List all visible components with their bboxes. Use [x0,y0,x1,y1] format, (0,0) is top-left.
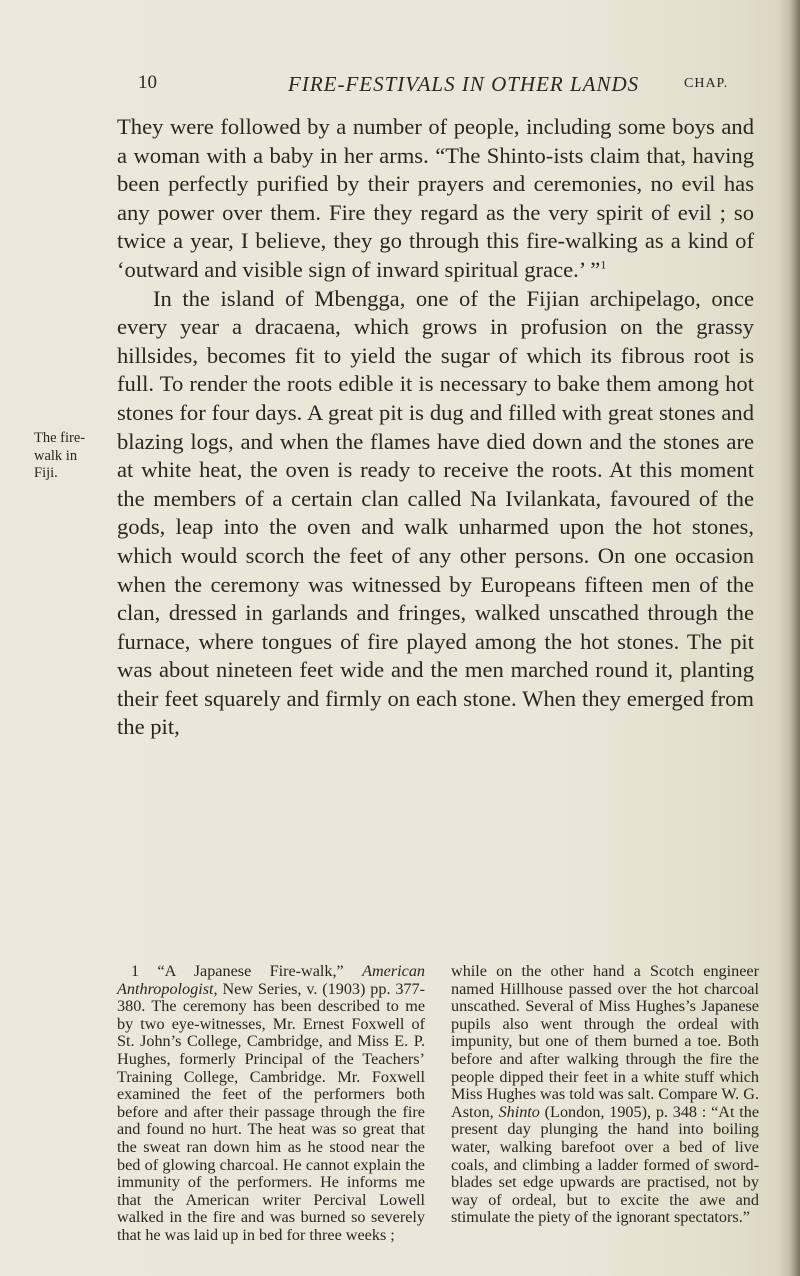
running-title: FIRE-FESTIVALS IN OTHER LANDS [288,72,640,96]
footnote-column-right [451,963,759,1245]
paragraph-fiji: In the island of Mbengga, one of the Fijian archipelago, once every year a dracaena, which grows in profusion on the grassy hillsides, becomes fit to yield the sugar of which its fibrous root is full. To render the roots edible it is necessary to bake them among hot stones for four days. A great pit is dug and filled with great stones and blazing logs, and when the flames have died down and the stones are at white heat, the oven is ready to receive the roots. At this moment the members of a certain clan called Na Ivilankata, favoured of the gods, leap into the oven and walk unharmed upon the hot stones, which would scorch the feet of any other persons. On one occasion when the ceremony was witnessed by Europeans fifteen men of the clan, dressed in garlands and fringes, walked unscathed through the furnace, where tongues of fire played among the hot stones. The pit was about nineteen feet wide and the men marched round it, planting their feet squarely and firmly on each stone. When they emerged from the pit, [117,285,754,740]
footnote-reference[interactable]: 1 [600,257,607,272]
footnote-marker: 1 [131,962,140,980]
paragraph-text: They were followed by a number of people, including some boys and a woman with a baby in her arms. “The Shinto-ists claim that, having been perfectly purified by their prayers and ceremonies, no evil has any power over them. Fire they regard as the very spirit of evil ; so twice a year, I believe, they go through this fire-walking as a kind of ‘outward and visible sign of inward spiritual grace.’ ” [117,114,754,282]
footnote-body: (London, 1905), p. 348 : “At the present day plunging the hand into boiling water, walking barefoot over a bed of live coals, and climbing a ladder formed of sword-blades set edge upwards are practised, not by way of ordeal, but to excite the awe and stimulate the piety of the ignorant spectators.” [451,1102,759,1227]
footnote-text [117,963,425,1245]
footnote-article-title: “A Japanese Fire-walk,” [157,962,344,980]
footnote-body: while on the other hand a Scotch engineer named Hillhouse passed over the hot charcoal unscathed. Several of Miss Hughes’s Japanese pupils also went through the ordeal with impunity, but one of them burned a toe. Both before and after walking through the fire the people dipped their feet in a white stuff which Miss Hughes was told was salt. Compare W. G. Aston, [451,962,759,1121]
main-text [117,113,754,742]
footnote-column-left [117,963,425,1245]
margin-note-line: The fire- [34,430,86,446]
chapter-label: CHAP. [684,76,729,91]
page-number: 10 [138,72,157,93]
page-edge-shadow [778,0,800,1276]
footnote-book-title: Shinto [498,1102,540,1121]
paragraph-continued [117,113,754,285]
footnotes [117,963,759,1245]
margin-note [34,430,104,483]
footnote-journal: American Anthropologist, [117,962,426,998]
footnote-text-continued [451,963,759,1227]
margin-note-line: Fiji. [34,465,58,481]
page-header [60,72,760,102]
footnote-body: New Series, v. (1903) pp. 377-380. The ceremony has been described to me by two eye-witnesses, Mr. Ernest Foxwell of St. John’s College, Cambridge, and Miss E. P. Hughes, formerly Principal of the Teachers’ Training College, Cambridge. Mr. Foxwell examined the feet of the performers both before and after their passage through the fire and found no hurt. The heat was so great that the sweat ran down him as he stood near the bed of glowing charcoal. He cannot explain the immunity of the performers. He informs me that the American writer Percival Lowell walked in the fire and was burned so severely that he was laid up in bed for three weeks ; [117,979,426,1244]
margin-note-line: walk in [34,447,78,464]
